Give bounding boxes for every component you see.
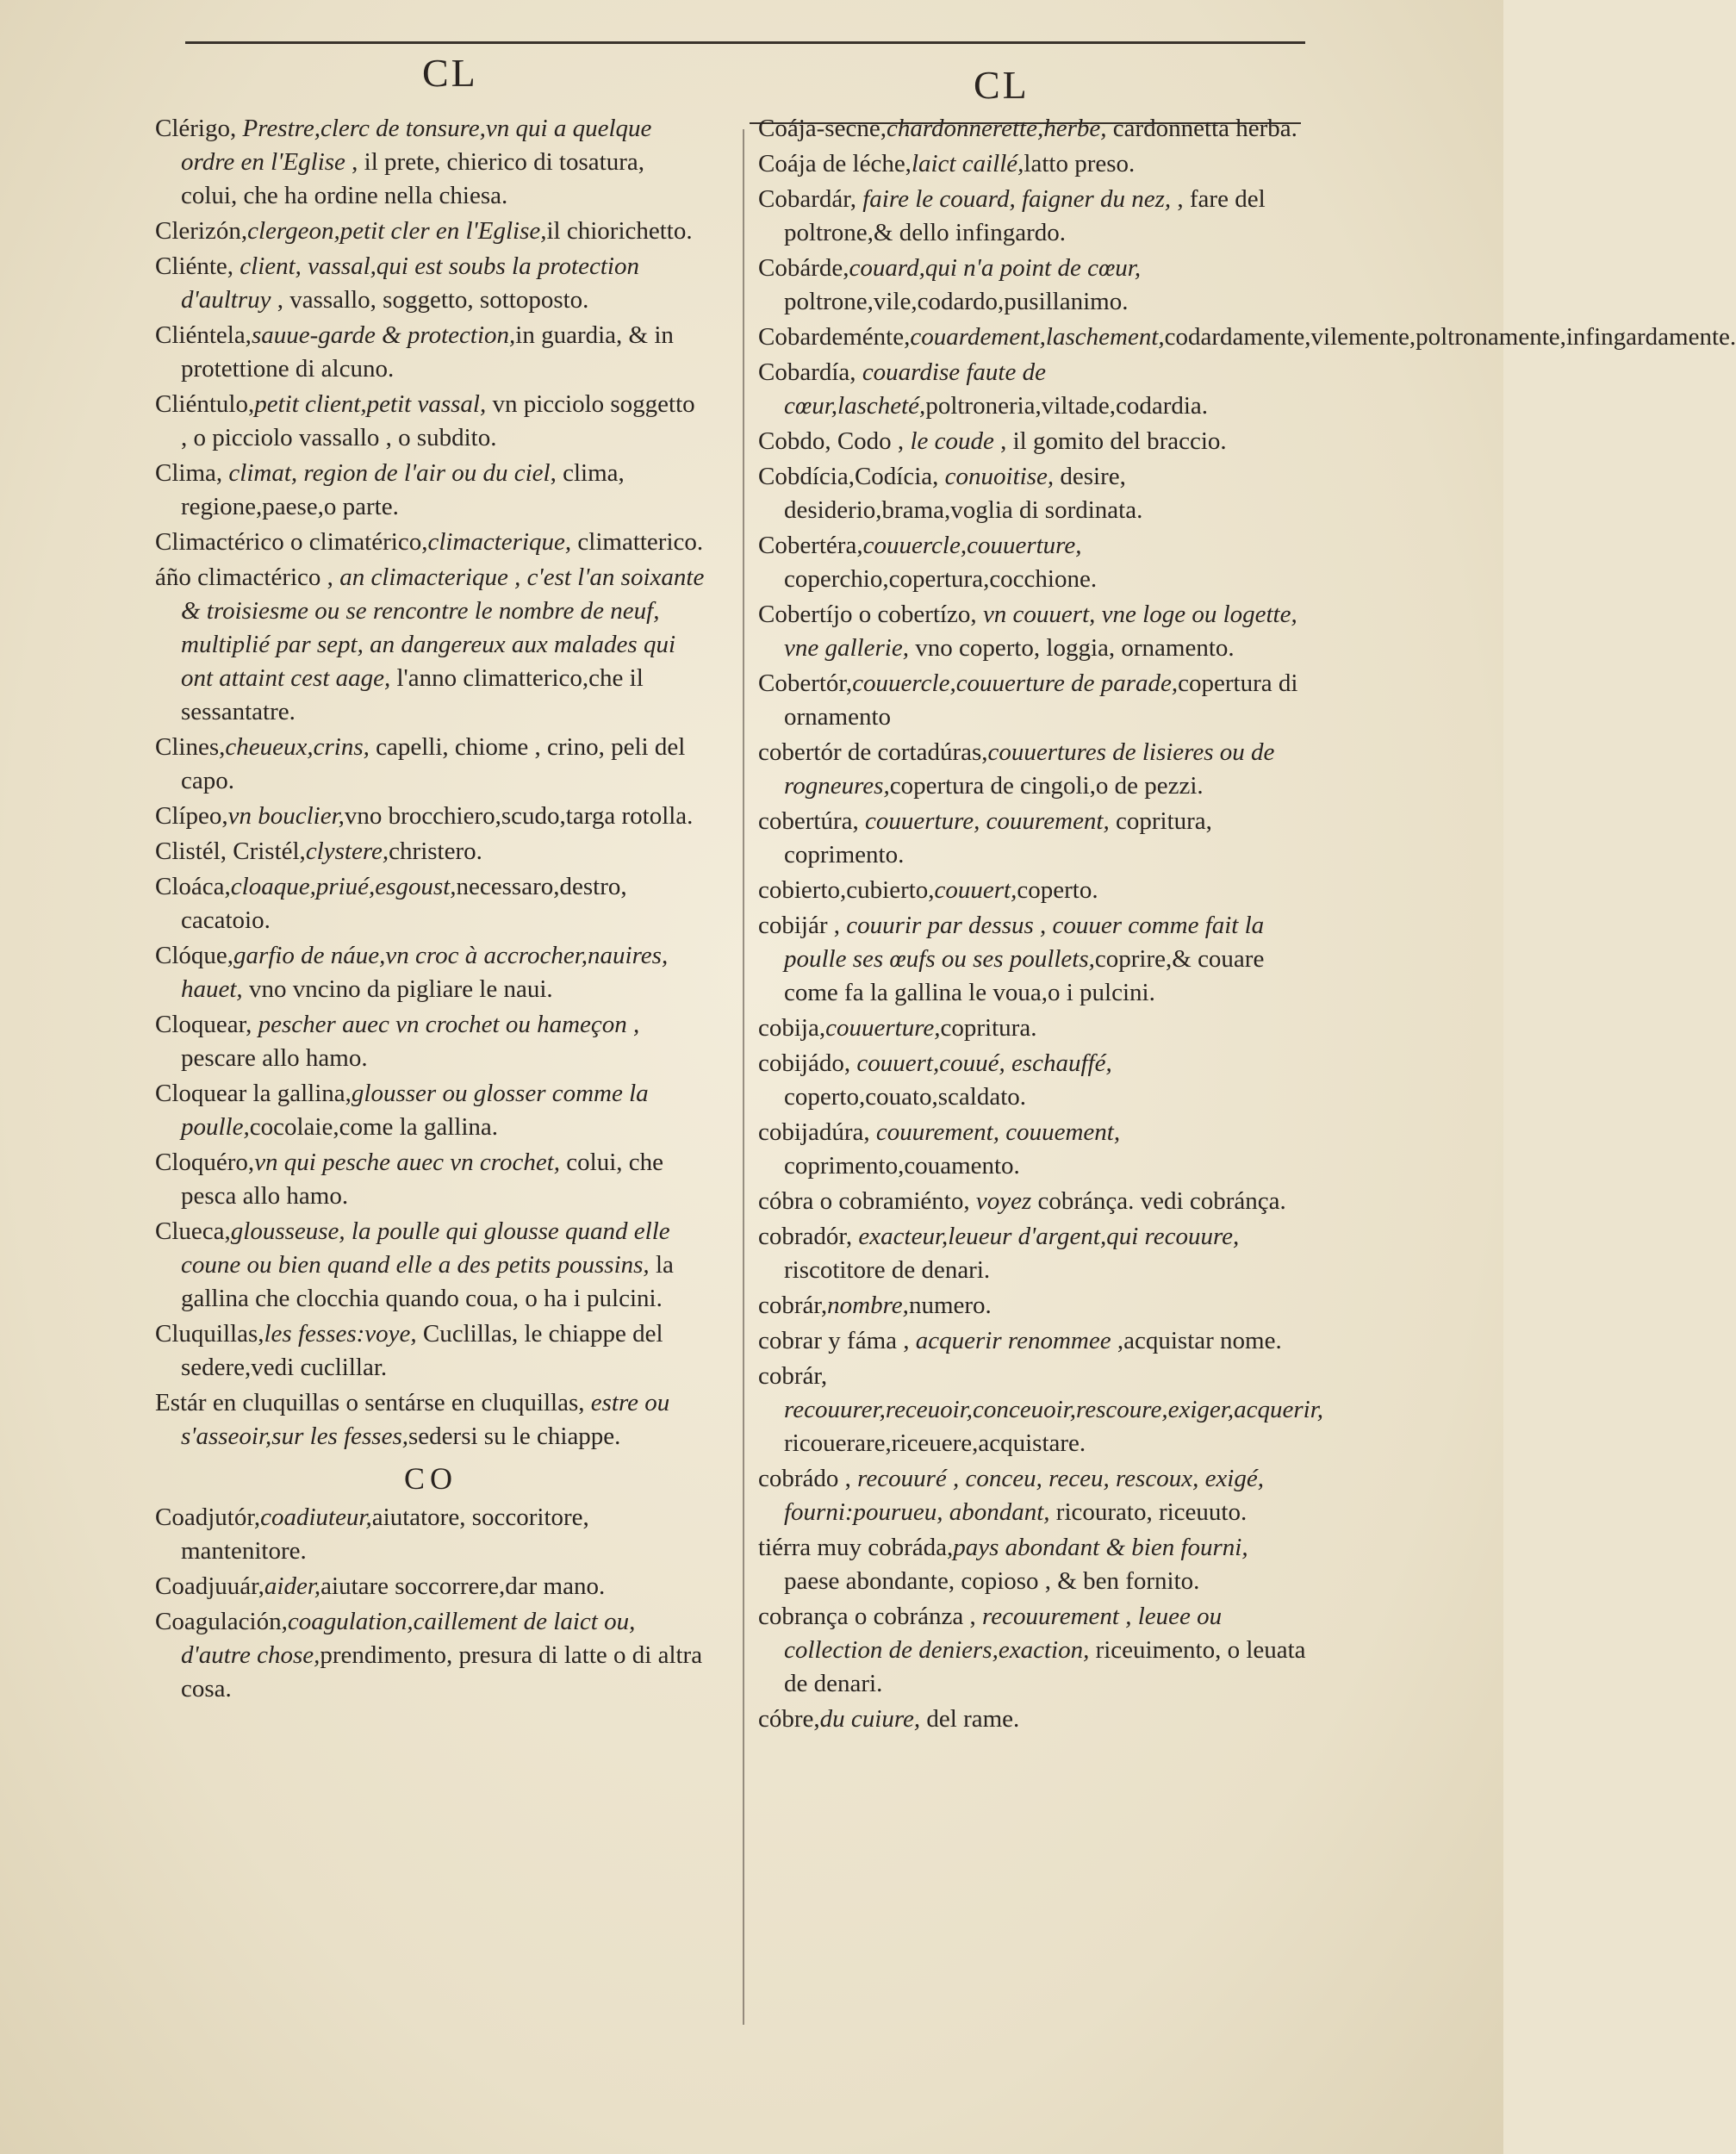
entry-italian: in guardia, & in protettione di alcuno. — [181, 321, 674, 383]
dictionary-entry — [758, 425, 1310, 458]
entry-italian: capelli, chiome , crino, peli del capo. — [181, 733, 686, 794]
right-column — [758, 112, 1736, 1738]
entry-italian: il chiorichetto. — [546, 217, 693, 245]
entry-french: cloaque,priué,esgoust, — [230, 873, 457, 900]
entry-headword: Cloquear la gallina, — [155, 1080, 352, 1107]
entry-italian: del rame. — [920, 1705, 1020, 1733]
entry-italian: aiutatore, soccoritore, mantenitore. — [181, 1503, 589, 1565]
entry-headword: Clerizón, — [155, 217, 248, 245]
entry-french: Prestre,clerc de tonsure,vn qui a quelque ordre en l'Eglise — [181, 115, 652, 176]
entry-headword: Cobardár, — [758, 185, 863, 213]
entry-italian: vno coperto, loggia, ornamento. — [908, 634, 1235, 662]
entry-french: couardement,laschement, — [910, 323, 1165, 351]
dictionary-entry — [155, 526, 706, 559]
dictionary-entry — [758, 909, 1310, 1010]
entry-italian: poltroneria,viltade,codardia. — [925, 392, 1209, 420]
entry-italian: pescare allo hamo. — [181, 1044, 368, 1072]
dictionary-entry — [758, 1324, 1310, 1358]
entry-italian: ricouerare,riceuere,acquistare. — [784, 1429, 1086, 1457]
entry-headword: Cobdo, Codo , — [758, 427, 911, 455]
dictionary-entry — [155, 561, 706, 729]
entry-italian: cobránça. vedi cobránça. — [1031, 1187, 1286, 1215]
entry-italian: latto preso. — [1024, 150, 1136, 177]
entry-headword: cobijár , — [758, 912, 847, 939]
entry-french: nombre, — [827, 1292, 909, 1319]
entry-italian: numero. — [908, 1292, 992, 1319]
section-heading-co: CO — [403, 1461, 457, 1496]
dictionary-entry — [758, 112, 1310, 146]
entry-italian: climatterico. — [571, 528, 704, 556]
dictionary-entry — [155, 1570, 706, 1603]
entry-french: les fesses:voye, — [264, 1320, 417, 1348]
dictionary-entry — [155, 1008, 706, 1075]
dictionary-entry — [758, 1116, 1310, 1183]
entry-french: recouurement , leuee ou collection de deniers,exaction, — [784, 1603, 1223, 1664]
entry-headword: Cloquear, — [155, 1011, 258, 1038]
entry-italian: ricourato, riceuuto. — [1049, 1498, 1248, 1526]
entry-french: aider, — [264, 1572, 321, 1600]
entry-headword: Cobardía, — [758, 358, 862, 386]
entry-italian: coperto. — [1017, 876, 1098, 904]
entry-headword: cóbra o cobramiénto, — [758, 1187, 976, 1215]
entry-italian: cardonnetta herba. — [1106, 115, 1297, 142]
entry-italian: sedersi su le chiappe. — [408, 1423, 621, 1450]
entry-italian: desire, desiderio,brama,voglia di sordinata. — [784, 463, 1143, 524]
entry-french: couuerture, — [825, 1014, 941, 1042]
entry-italian: copritura, coprimento. — [784, 807, 1212, 868]
dictionary-entry — [758, 321, 1736, 354]
top-rule — [185, 41, 1305, 44]
entry-french: clystere, — [305, 837, 389, 865]
entry-french: couuercle,couuerture de parade, — [852, 669, 1179, 697]
dictionary-entry — [155, 388, 706, 455]
entry-italian: riceuimento, o leuata de denari. — [784, 1636, 1306, 1697]
entry-french: couurement, couuement, — [875, 1118, 1121, 1146]
dictionary-entry — [758, 460, 1310, 527]
entry-headword: cobija, — [758, 1014, 826, 1042]
entry-headword: cobradór, — [758, 1223, 859, 1250]
entry-italian: colui, che pesca allo hamo. — [181, 1149, 663, 1210]
dictionary-entry — [758, 1360, 1324, 1460]
dictionary-entry — [758, 805, 1310, 872]
entry-italian: coperto,couato,scaldato. — [784, 1083, 1027, 1111]
dictionary-entry — [155, 215, 706, 248]
dictionary-entry — [758, 252, 1310, 319]
entry-headword: Clistél, Cristél, — [155, 837, 306, 865]
entry-french: du cuiure, — [819, 1705, 921, 1733]
entry-italian: , vassallo, soggetto, sottoposto. — [271, 286, 589, 314]
entry-french: conuoitise, — [944, 463, 1055, 490]
entry-french: climat, region de l'air ou du ciel — [228, 459, 551, 487]
entry-french: couuerture, couurement, — [865, 807, 1110, 835]
entry-french: glousseuse, la poulle qui glousse quand elle coune ou bien quand elle a des petits poussins, — [181, 1217, 670, 1279]
entry-italian: coperchio,copertura,cocchione. — [784, 565, 1098, 593]
entry-french: faire le couard, faigner du nez, — [862, 185, 1172, 213]
entry-french: couuertures de lisieres ou de rogneures, — [784, 738, 1275, 800]
entry-italian: codardamente,vilemente,poltronamente,infingardamente. — [1164, 323, 1736, 351]
entry-headword: Cobertéra, — [758, 532, 863, 559]
entry-headword: cobrádo , — [758, 1465, 858, 1492]
dictionary-entry — [155, 1605, 706, 1706]
entry-headword: cobertúra, — [758, 807, 865, 835]
dictionary-entry — [155, 835, 706, 868]
entry-headword: tiérra muy cobráda, — [758, 1534, 954, 1561]
dictionary-entry — [758, 183, 1310, 250]
entry-italian: copertura de cingoli,o de pezzi. — [889, 772, 1204, 800]
dictionary-entry — [155, 1317, 706, 1385]
entry-headword: Cobertór, — [758, 669, 853, 697]
dictionary-entry — [155, 250, 706, 317]
entry-headword: Cloquéro, — [155, 1149, 255, 1176]
dictionary-entry — [758, 356, 1310, 423]
entry-french: an climacterique , c'est l'an soixante & troisiesme ou se rencontre le nombre de neuf, multiplié par sept, an dangereux aux malades qui ont attaint cest aage, — [181, 563, 705, 692]
entry-italian: , il gomito del braccio. — [993, 427, 1227, 455]
entry-french: climacterique, — [427, 528, 572, 556]
entry-french: vn bouclier, — [227, 802, 345, 830]
entry-headword: cobrár, — [758, 1292, 828, 1319]
entry-italian: copertura di ornamento — [784, 669, 1298, 731]
entry-headword: áño climactérico , — [155, 563, 340, 591]
entry-headword: Cobertíjo o cobertízo, — [758, 601, 983, 628]
entry-headword: cobrança o cobránza , — [758, 1603, 983, 1630]
entry-french: pescher auec vn crochet ou hameçon , — [258, 1011, 640, 1038]
running-head-left: CL — [422, 51, 478, 95]
entry-french: chardonnerette,herbe, — [886, 115, 1107, 142]
dictionary-entry — [758, 1220, 1310, 1287]
dictionary-entry — [155, 457, 706, 524]
dictionary-entry — [758, 1185, 1310, 1218]
entry-headword: cobijadúra, — [758, 1118, 876, 1146]
dictionary-entry — [758, 529, 1310, 596]
dictionary-entry — [758, 1289, 1310, 1323]
dictionary-entry — [758, 598, 1310, 665]
entry-italian: copritura. — [940, 1014, 1037, 1042]
entry-headword: cobertór de cortadúras, — [758, 738, 988, 766]
entry-italian: riscotitore de denari. — [784, 1256, 991, 1284]
entry-italian: , il prete, chierico di tosatura, colui, che ha ordine nella chiesa. — [181, 148, 644, 209]
dictionary-entry — [758, 147, 1310, 181]
dictionary-entry — [155, 800, 706, 833]
dictionary-entry — [758, 1600, 1310, 1701]
dictionary-entry — [758, 667, 1310, 734]
entry-italian: , fare del poltrone,& dello infingardo. — [784, 185, 1266, 246]
entry-french: voyez — [975, 1187, 1032, 1215]
entry-italian: vn picciolo soggetto , o picciolo vassallo , o subdito. — [181, 390, 695, 451]
dictionary-entry — [155, 319, 706, 386]
entry-headword: cobierto,cubierto, — [758, 876, 935, 904]
entry-french: cheueux,crins, — [225, 733, 370, 761]
entry-headword: Cliénte, — [155, 252, 240, 280]
dictionary-entry — [155, 731, 706, 798]
entry-italian: christero. — [389, 837, 482, 865]
dictionary-entry — [758, 1462, 1310, 1529]
entry-italian: l'anno climatterico,che il sessantatre. — [181, 664, 644, 725]
dictionary-entry — [155, 870, 706, 937]
entry-french: vn couuert, vne loge ou logette, vne gallerie, — [784, 601, 1297, 662]
dictionary-entry — [758, 1047, 1310, 1114]
entry-french: couardise faute de cœur,lascheté, — [784, 358, 1046, 420]
entry-french: coadiuteur, — [260, 1503, 372, 1531]
left-column — [155, 112, 706, 1708]
entry-italian: , clima, regione,paese,o parte. — [181, 459, 625, 520]
entry-headword: Estár en cluquillas o sentárse en cluquillas, — [155, 1389, 591, 1416]
entry-headword: cóbre, — [758, 1705, 820, 1733]
dictionary-entry — [758, 1012, 1310, 1045]
entry-french: acquerir renommee — [915, 1327, 1111, 1354]
dictionary-entry — [758, 874, 1310, 907]
dictionary-entry — [758, 1703, 1310, 1736]
entry-italian: la gallina che clocchia quando coua, o ha i pulcini. — [181, 1251, 674, 1312]
dictionary-entry — [758, 736, 1310, 803]
dictionary-entry — [155, 1077, 706, 1144]
entry-headword: Climactérico o climatérico, — [155, 528, 428, 556]
entry-italian: ,acquistar nome. — [1111, 1327, 1282, 1354]
entry-french: pays abondant & bien fourni, — [953, 1534, 1248, 1561]
column-divider — [743, 129, 744, 2025]
dictionary-entry — [758, 1531, 1310, 1598]
entry-italian: Cuclillas, le chiappe del sedere,vedi cuclillar. — [181, 1320, 663, 1381]
entry-french: recouurer,receuoir,conceuoir,rescoure,exiger,acquerir, — [784, 1396, 1324, 1423]
entry-french: couuert,couué, eschauffé, — [856, 1049, 1112, 1077]
dictionary-entry — [155, 1501, 706, 1568]
entry-headword: Cliéntela, — [155, 321, 252, 349]
dictionary-entry — [155, 1386, 706, 1454]
entry-headword: Cobdícia,Codícia, — [758, 463, 945, 490]
entry-italian: poltrone,vile,codardo,pusillanimo. — [784, 288, 1129, 315]
entry-italian: vno brocchiero,scudo,targa rotolla. — [344, 802, 694, 830]
dictionary-entry — [155, 112, 706, 213]
entry-french: couard,qui n'a point de cœur, — [849, 254, 1142, 282]
entry-headword: Coadjuuár, — [155, 1572, 264, 1600]
entry-italian: aiutare soccorrere,dar mano. — [320, 1572, 606, 1600]
dictionary-entry — [155, 1215, 706, 1316]
entry-headword: Clérigo, — [155, 115, 243, 142]
entry-headword: cobijádo, — [758, 1049, 857, 1077]
entry-french: le coude — [910, 427, 994, 455]
entry-headword: Coagulación, — [155, 1608, 288, 1635]
running-head-right: CL — [974, 63, 1030, 107]
entry-italian: paese abondante, copioso , & ben fornito. — [784, 1567, 1200, 1595]
entry-headword: Cluquillas, — [155, 1320, 264, 1348]
entry-french: sauue-garde & protection, — [251, 321, 516, 349]
entry-headword: cobrár, — [758, 1362, 828, 1390]
entry-headword: Clueca, — [155, 1217, 231, 1245]
entry-french: client, vassal,qui est soubs la protection d'aultruy — [181, 252, 639, 314]
entry-french: exacteur,leueur d'argent,qui recouure, — [858, 1223, 1240, 1250]
entry-french: coagulation,caillement de laict ou, d'autre chose, — [181, 1608, 636, 1669]
entry-headword: cobrar y fáma , — [758, 1327, 916, 1354]
entry-headword: Coadjutór, — [155, 1503, 261, 1531]
entry-italian: vno vncino da pigliare le naui. — [242, 975, 553, 1003]
entry-french: petit client,petit vassal, — [254, 390, 487, 418]
entry-headword: Cliéntulo, — [155, 390, 255, 418]
dictionary-entry — [155, 939, 706, 1006]
dictionary-entry — [155, 1146, 706, 1213]
entry-french: garfio de náue,vn croc à accrocher,nauires, hauet, — [181, 942, 669, 1003]
entry-italian: necessaro,destro, cacatoio. — [181, 873, 627, 934]
entry-italian: coprire,& couare come fa la gallina le voua,o i pulcini. — [784, 945, 1265, 1006]
entry-french: glousser ou glosser comme la poulle, — [181, 1080, 649, 1141]
entry-french: couurir par dessus , couuer comme fait la poulle ses œufs ou ses poullets, — [784, 912, 1265, 973]
entry-headword: Clines, — [155, 733, 226, 761]
entry-french: clergeon,petit cler en l'Eglise, — [247, 217, 547, 245]
entry-headword: Clima, — [155, 459, 229, 487]
entry-italian: coprimento,couamento. — [784, 1152, 1020, 1180]
entry-headword: Cobardeménte, — [758, 323, 911, 351]
entry-headword: Clóque, — [155, 942, 234, 969]
entry-french: laict caillé, — [911, 150, 1024, 177]
entry-headword: Coája de léche, — [758, 150, 912, 177]
entry-headword: Coája-secne, — [758, 115, 887, 142]
entry-french: vn qui pesche auec vn crochet, — [254, 1149, 561, 1176]
entry-headword: Clípeo, — [155, 802, 228, 830]
entry-french: couuert, — [934, 876, 1017, 904]
entry-italian: prendimento, presura di latte o di altra cosa. — [181, 1641, 703, 1703]
entry-french: estre ou s'asseoir,sur les fesses, — [181, 1389, 670, 1450]
entry-headword: Cloáca, — [155, 873, 231, 900]
entry-italian: cocolaie,come la gallina. — [249, 1113, 498, 1141]
entry-french: couuercle,couuerture, — [862, 532, 1082, 559]
entry-french: recouuré , conceu, receu, rescoux, exigé, fourni:pourueu, abondant, — [784, 1465, 1264, 1526]
entry-headword: Cobárde, — [758, 254, 849, 282]
